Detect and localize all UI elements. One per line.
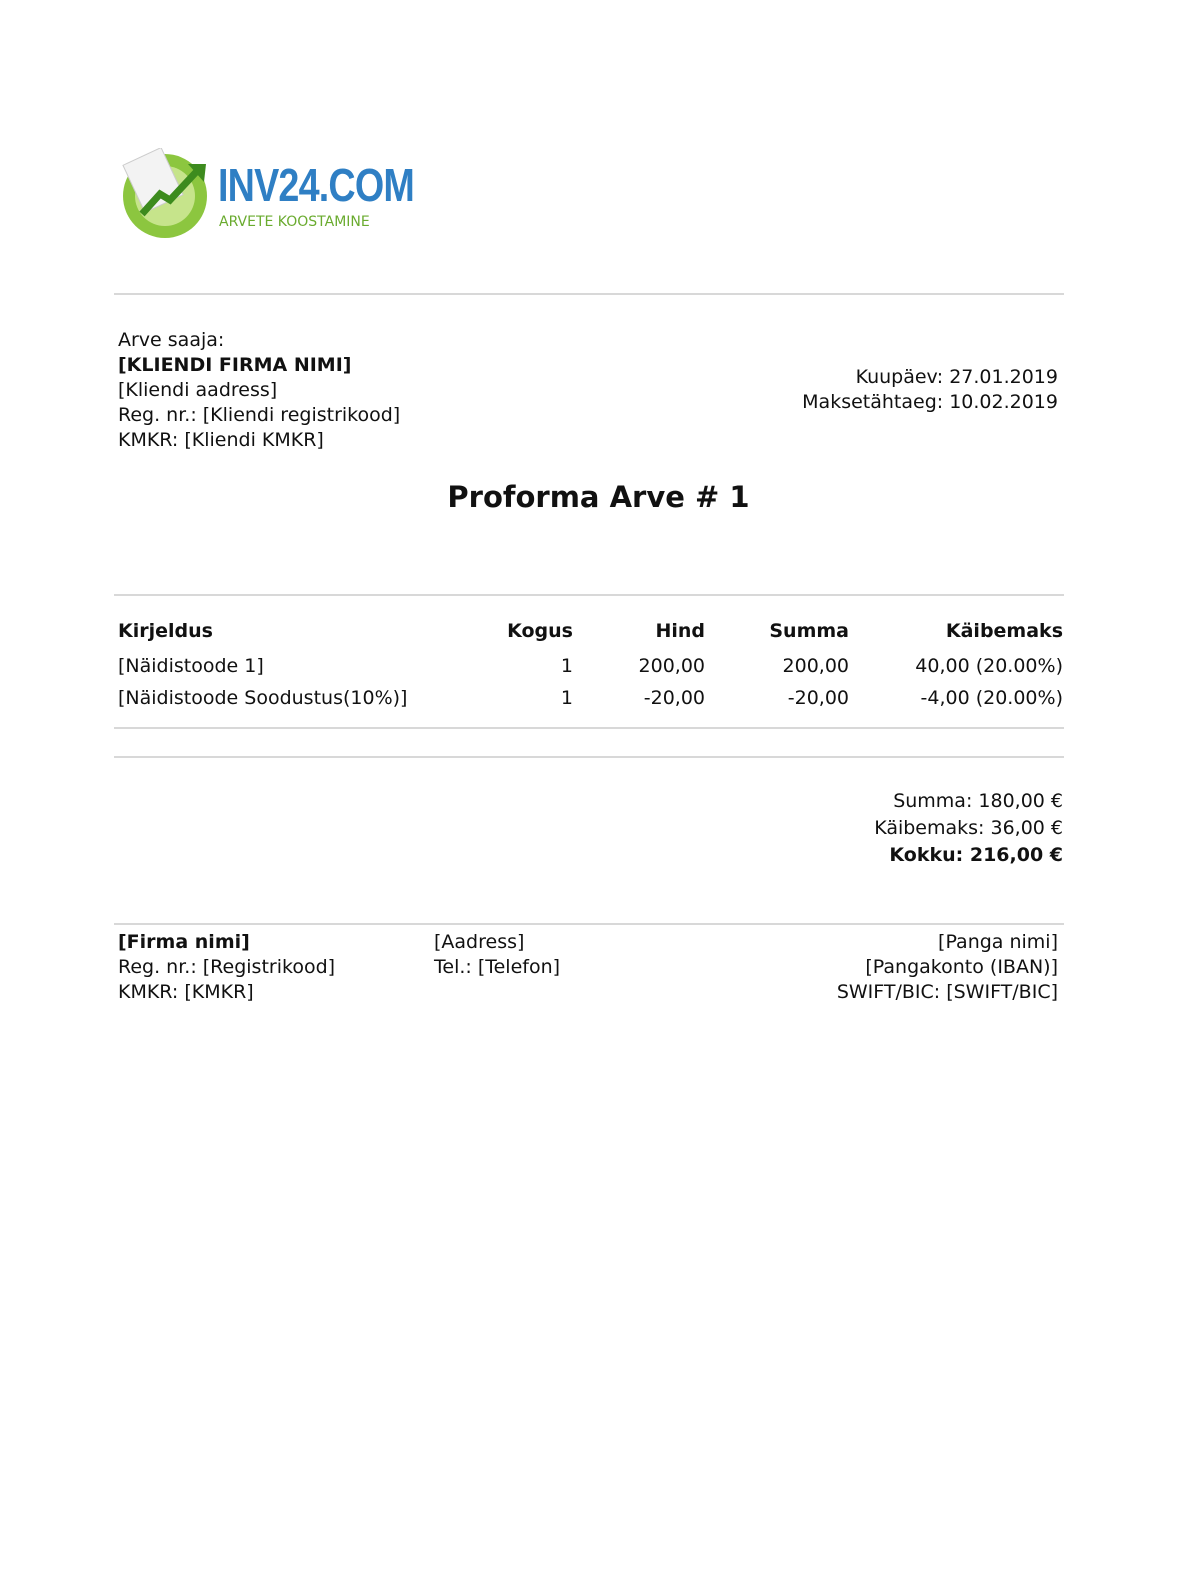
bank-swift: SWIFT/BIC: [SWIFT/BIC] xyxy=(836,981,1058,1003)
table-row xyxy=(118,650,1063,682)
invoice-date: Kuupäev: 27.01.2019 xyxy=(855,366,1058,388)
col-description: Kirjeldus xyxy=(118,620,213,642)
logo-title: INV24.COM xyxy=(218,159,414,211)
client-address: [Kliendi aadress] xyxy=(118,379,278,401)
footer-contact xyxy=(434,930,560,980)
cell-sum: -20,00 xyxy=(787,687,849,709)
client-label: Arve saaja: xyxy=(118,329,225,351)
cell-sum: 200,00 xyxy=(782,655,849,677)
company-name: [Firma nimi] xyxy=(118,931,250,953)
total-sum: Summa: 180,00 € xyxy=(893,790,1063,812)
client-name: [KLIENDI FIRMA NIMI] xyxy=(118,354,352,376)
total-vat: Käibemaks: 36,00 € xyxy=(874,817,1063,839)
cell-vat: 40,00 (20.00%) xyxy=(915,655,1063,677)
client-block xyxy=(118,328,400,453)
dates-block xyxy=(802,365,1058,415)
logo-subtitle: ARVETE KOOSTAMINE xyxy=(219,214,370,230)
grand-total: Kokku: 216,00 € xyxy=(889,844,1063,866)
table-row xyxy=(118,682,1063,714)
table-header xyxy=(118,612,1063,650)
footer-bank xyxy=(837,930,1058,1005)
divider xyxy=(114,594,1064,596)
cell-description: [Näidistoode 1] xyxy=(118,655,264,677)
divider xyxy=(114,923,1064,925)
totals-block xyxy=(874,788,1063,869)
company-address: [Aadress] xyxy=(434,931,525,953)
company-phone: Tel.: [Telefon] xyxy=(434,956,561,978)
cell-description: [Näidistoode Soodustus(10%)] xyxy=(118,687,408,709)
bank-name: [Panga nimi] xyxy=(938,931,1058,953)
cell-price: -20,00 xyxy=(643,687,705,709)
client-kmkr: KMKR: [Kliendi KMKR] xyxy=(118,429,324,451)
cell-vat: -4,00 (20.00%) xyxy=(920,687,1063,709)
divider xyxy=(114,727,1064,729)
divider xyxy=(114,293,1064,295)
col-sum: Summa xyxy=(769,620,849,642)
cell-quantity: 1 xyxy=(560,655,573,677)
items-table xyxy=(118,612,1063,714)
company-kmkr: KMKR: [KMKR] xyxy=(118,981,254,1003)
col-vat: Käibemaks xyxy=(945,620,1063,642)
logo-icon xyxy=(120,148,215,243)
col-quantity: Kogus xyxy=(507,620,573,642)
cell-price: 200,00 xyxy=(638,655,705,677)
cell-quantity: 1 xyxy=(560,687,573,709)
company-reg: Reg. nr.: [Registrikood] xyxy=(118,956,336,978)
invoice-title: Proforma Arve # 1 xyxy=(447,480,750,514)
bank-iban: [Pangakonto (IBAN)] xyxy=(865,956,1058,978)
col-price: Hind xyxy=(655,620,705,642)
footer-company xyxy=(118,930,335,1005)
due-date: Maksetähtaeg: 10.02.2019 xyxy=(802,391,1058,413)
client-reg: Reg. nr.: [Kliendi registrikood] xyxy=(118,404,401,426)
logo xyxy=(120,148,414,243)
divider xyxy=(114,756,1064,758)
